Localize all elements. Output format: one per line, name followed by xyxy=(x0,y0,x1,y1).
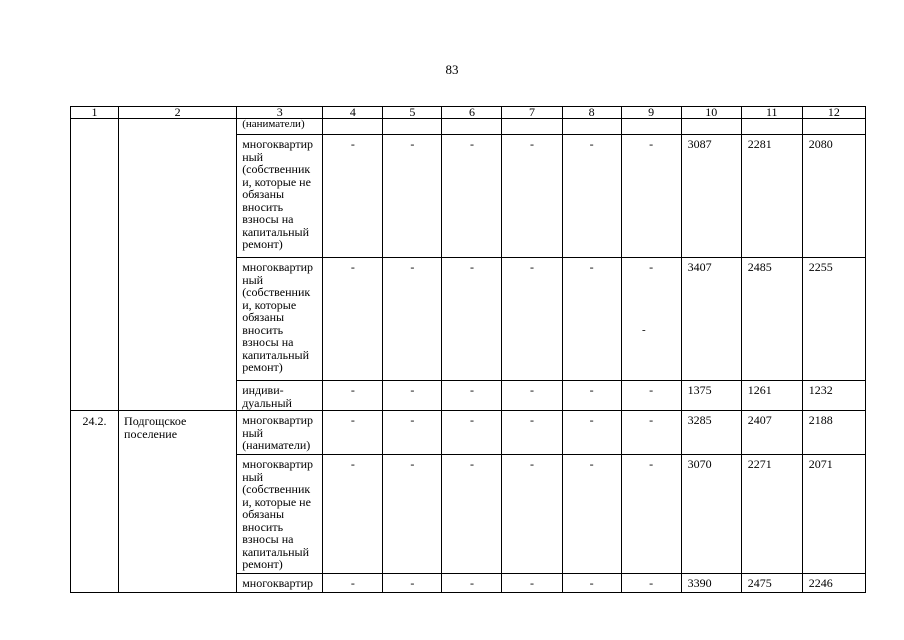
value-cell: - xyxy=(621,455,681,574)
value-cell: - xyxy=(323,258,383,381)
value-cell: - xyxy=(442,574,502,593)
value-cell: 2407 xyxy=(741,411,802,455)
value-cell: 2475 xyxy=(741,574,802,593)
value-cell: - xyxy=(323,455,383,574)
housing-type-cell: индиви- дуальный xyxy=(237,381,323,411)
value-cell: - xyxy=(621,258,681,381)
value-cell: - xyxy=(502,455,562,574)
value-cell: 3407 xyxy=(681,258,741,381)
value-cell: - xyxy=(562,258,621,381)
housing-type-cell: многоквартир ный (наниматели) xyxy=(237,411,323,455)
value-cell: - xyxy=(621,135,681,258)
column-header: 11 xyxy=(741,107,802,119)
column-number-header xyxy=(71,107,866,119)
value-cell: - xyxy=(383,135,442,258)
value-cell: - xyxy=(442,135,502,258)
tariff-table xyxy=(70,106,866,593)
value-cell: 2246 xyxy=(802,574,865,593)
value-cell: - xyxy=(562,381,621,411)
value-cell: - xyxy=(383,455,442,574)
value-cell: - xyxy=(442,455,502,574)
column-header: 7 xyxy=(502,107,562,119)
value-cell: - xyxy=(383,381,442,411)
housing-type-cell: многоквартир xyxy=(237,574,323,593)
value-cell: - xyxy=(442,381,502,411)
value-cell: - xyxy=(502,411,562,455)
value-cell: - xyxy=(562,411,621,455)
value-cell: 1261 xyxy=(741,381,802,411)
value-cell: 1232 xyxy=(802,381,865,411)
code-cell xyxy=(71,119,119,411)
value-cell: - xyxy=(502,258,562,381)
value-cell: 2071 xyxy=(802,455,865,574)
value-cell: - xyxy=(383,411,442,455)
column-header: 2 xyxy=(119,107,237,119)
settlement-cell xyxy=(119,119,237,411)
value-cell: 2485 xyxy=(741,258,802,381)
column-header: 8 xyxy=(562,107,621,119)
value-cell: - xyxy=(562,135,621,258)
column-header: 5 xyxy=(383,107,442,119)
table-row xyxy=(71,411,866,455)
value-cell: - xyxy=(323,135,383,258)
section-code: 24.2. xyxy=(71,411,119,593)
value-cell: - xyxy=(323,381,383,411)
column-header: 1 xyxy=(71,107,119,119)
column-header: 3 xyxy=(237,107,323,119)
value-cell: - xyxy=(442,258,502,381)
settlement-name: Подгощское поселение xyxy=(119,411,237,593)
continuation-label: (наниматели) xyxy=(242,118,305,130)
value-cell: 3285 xyxy=(681,411,741,455)
column-header: 6 xyxy=(442,107,502,119)
value-cell: 3390 xyxy=(681,574,741,593)
column-header: 9 xyxy=(621,107,681,119)
value-cell: 2188 xyxy=(802,411,865,455)
stray-mark: - xyxy=(642,324,646,336)
housing-type-cell: многоквартир ный (собственник и, которые не обязаны вносить взносы на капитальный ремонт) xyxy=(237,135,323,258)
value-cell: 1375 xyxy=(681,381,741,411)
housing-type-cell: многоквартир ный (собственник и, которые не обязаны вносить взносы на капитальный ремонт) xyxy=(237,455,323,574)
value-cell: - xyxy=(502,381,562,411)
value-cell: - xyxy=(323,411,383,455)
value-cell: - xyxy=(562,574,621,593)
value-cell: - xyxy=(502,135,562,258)
value-cell: - xyxy=(621,574,681,593)
value-cell: 2080 xyxy=(802,135,865,258)
value-cell: - xyxy=(383,258,442,381)
value-cell: - xyxy=(562,455,621,574)
housing-type-cell: многоквартир ный (собственник и, которые обязаны вносить взносы на капитальный ремонт) xyxy=(237,258,323,381)
value-cell: - xyxy=(502,574,562,593)
value-cell: - xyxy=(383,574,442,593)
value-cell: 3070 xyxy=(681,455,741,574)
value-cell: - xyxy=(621,381,681,411)
value-cell: 3087 xyxy=(681,135,741,258)
column-header: 4 xyxy=(323,107,383,119)
continuation-row xyxy=(71,119,866,135)
value-cell: 2255 xyxy=(802,258,865,381)
value-cell: 2271 xyxy=(741,455,802,574)
column-header: 12 xyxy=(802,107,865,119)
column-header: 10 xyxy=(681,107,741,119)
value-cell: - xyxy=(621,411,681,455)
page-number: 83 xyxy=(445,62,459,77)
value-cell: 2281 xyxy=(741,135,802,258)
value-cell: - xyxy=(442,411,502,455)
value-cell: - xyxy=(323,574,383,593)
